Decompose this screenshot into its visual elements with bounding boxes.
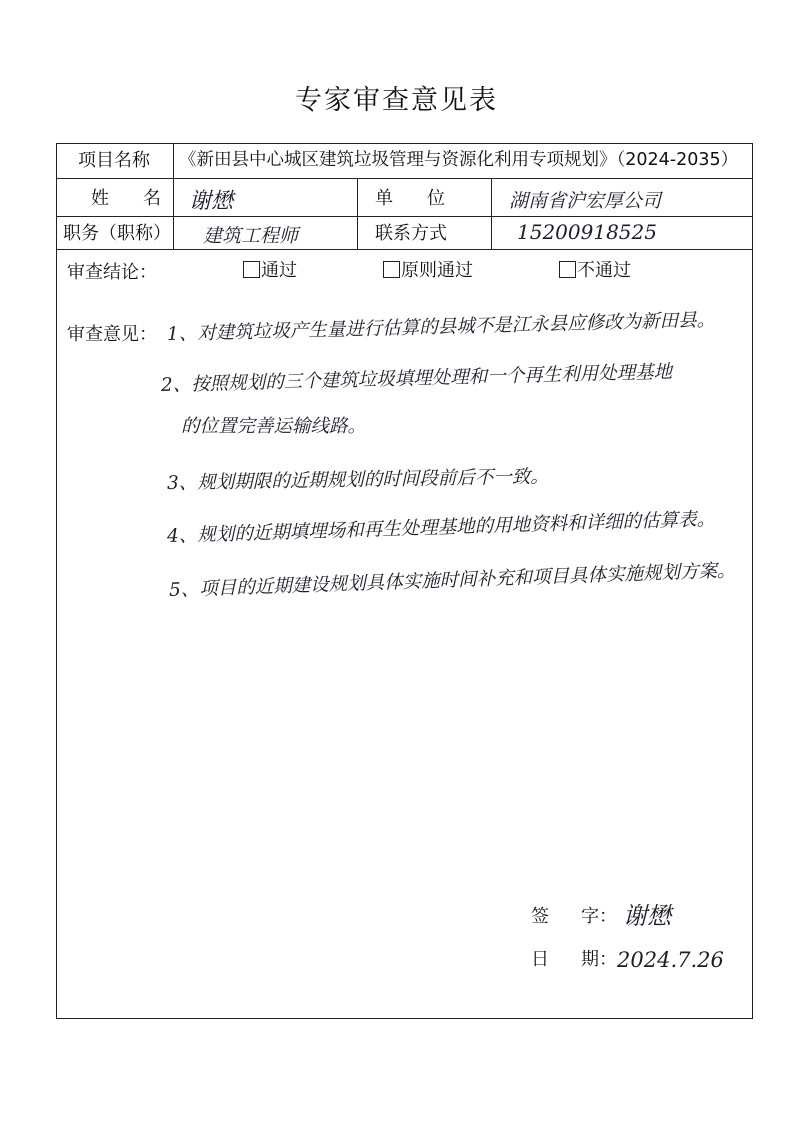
conclusion-option-conditional-pass[interactable]: 原则通过 [383,261,473,280]
row-divider [57,178,752,179]
signature-label-2: 字： [581,906,617,927]
signature-value: 谢懋 [623,902,671,930]
opinion-line: 2、按照规划的三个建筑垃圾填埋处理和一个再生利用处理基地 [160,361,673,396]
contact-label: 联系方式 [375,223,447,244]
row-divider [57,216,752,217]
project-label: 项目名称 [78,150,150,171]
checkbox-icon [243,261,260,278]
project-value: 《新田县中心城区建筑垃圾管理与资源化利用专项规划》（2024-2035） [179,150,739,170]
review-form [56,143,753,1019]
position-value: 建筑工程师 [203,225,299,247]
column-divider [173,144,174,249]
unit-label-1: 单 [375,188,393,209]
date-label-1: 日 [531,949,549,970]
date-label-2: 期： [581,949,617,970]
conclusion-option-pass[interactable]: 通过 [243,261,297,280]
checkbox-icon [559,261,576,278]
conclusion-label: 审查结论： [67,262,157,283]
unit-label-2: 位 [427,188,445,209]
name-value: 谢懋 [189,189,234,214]
row-divider [57,249,752,250]
opinion-line: 的位置完善运输线路。 [181,416,367,437]
column-divider [357,178,358,249]
name-label-2: 名 [143,188,161,209]
name-label-1: 姓 [91,188,109,209]
contact-value: 15200918525 [517,220,657,244]
column-divider [491,178,492,249]
date-value: 2024.7.26 [617,948,724,972]
conclusion-option-fail[interactable]: 不通过 [559,261,631,280]
page-title: 专家审查意见表 [295,85,498,116]
opinion-line: 4、规划的近期填埋场和再生处理基地的用地资料和详细的估算表。 [166,508,716,547]
opinion-line: 1、对建筑垃圾产生量进行估算的县城不是江永县应修改为新田县。 [166,309,716,345]
opinion-label: 审查意见： [67,324,157,345]
signature-label-1: 签 [531,906,549,927]
unit-value: 湖南省沪宏厚公司 [509,190,662,212]
checkbox-icon [383,261,400,278]
position-label: 职务（职称） [63,223,171,244]
opinion-line: 3、规划期限的近期规划的时间段前后不一致。 [166,466,549,494]
opinion-line: 5、项目的近期建设规划具体实施时间补充和项目具体实施规划方案。 [168,560,736,601]
